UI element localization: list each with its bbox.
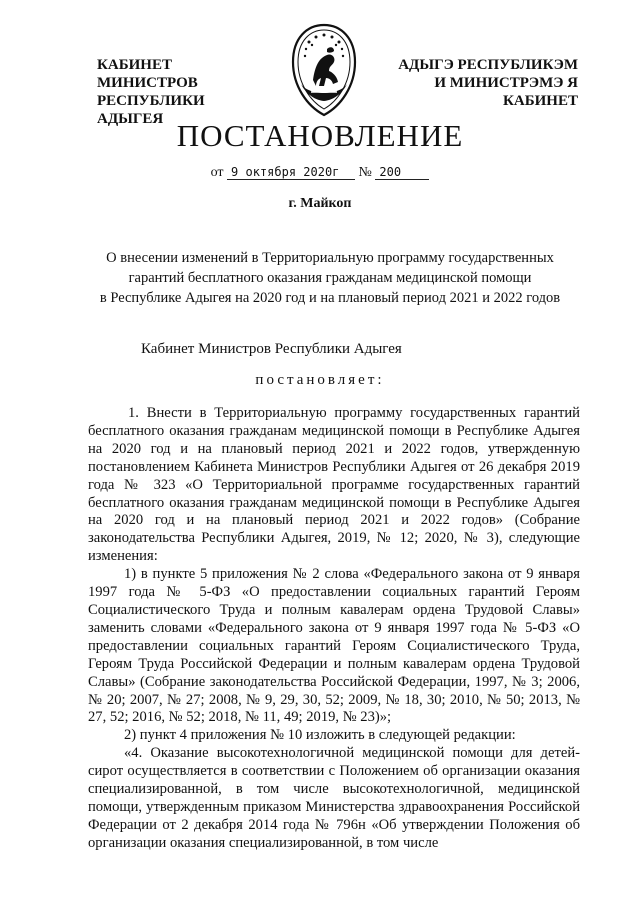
issuer-name-adyghe bbox=[368, 56, 578, 110]
subject-line-3: в Республике Адыгея на 2020 год и на плановый период 2021 и 2022 годов bbox=[99, 290, 561, 306]
subject-line-1: О внесении изменений в Территориальную программу государственных bbox=[106, 250, 554, 266]
preamble: Кабинет Министров Республики Адыгея bbox=[141, 341, 402, 357]
document-subject bbox=[60, 248, 600, 308]
paragraph-subitem-1: 1) в пункте 5 приложения № 2 слова «Федерального закона от 9 января 1997 года № 5-ФЗ «О предоставлении социальных гарантий Героям Социалистического Труда и полным кавалерам ордена Трудовой Славы» заменить словами «Федерального закона от 9 января 1997 года № 5-ФЗ «О предоставлении социальных гарантий Героям Социалистического Труда, Героям Труда Российской Федерации и полным кавалерам ордена Трудовой Славы» (Собрание законодательства Российской Федерации, 1997, № 3; 2006, № 20; 2007, № 27; 2008, № 9, 29, 30, 52; 2009, № 18, 30; 2010, № 50; 2013, № 27, 52; 2016, № 52; 2018, № 11, 49; 2019, № 23)»; bbox=[88, 566, 580, 726]
date-prefix: от bbox=[210, 165, 224, 180]
resolves-word: постановляет: bbox=[255, 372, 385, 388]
issuer-line-1: КАБИНЕТ МИНИСТРОВ bbox=[97, 57, 198, 91]
paragraph-quoted-item-4: «4. Оказание высокотехнологичной медицинской помощи для детей-сирот осуществляется в соответствии с Положением об организации оказания специализированной, в том числе высокотехнологичной, медицинской помощи, утвержденным приказом Министерства здравоохранения Российской Федерации от 2 декабря 2014 года № 796н «Об утверждении Положения об организации оказания специализированной, в том числе bbox=[88, 745, 580, 851]
subject-line-2: гарантий бесплатного оказания гражданам медицинской помощи bbox=[128, 270, 532, 286]
date-number-line bbox=[0, 165, 640, 181]
issuer-line-2: РЕСПУБЛИКИ АДЫГЕЯ bbox=[97, 93, 205, 127]
paragraph-subitem-2: 2) пункт 4 приложения № 10 изложить в следующей редакции: bbox=[124, 727, 516, 744]
document-title: ПОСТАНОВЛЕНИЕ bbox=[176, 118, 464, 153]
city-name: г. Майкоп bbox=[288, 196, 352, 211]
number-label: № bbox=[358, 165, 372, 180]
document-number: 200 bbox=[375, 165, 429, 180]
paragraph-item-1: 1. Внести в Территориальную программу государственных гарантий бесплатного оказания гражданам медицинской помощи в Республике Адыгея на 2020 год и на плановый период 2021 и 2022 годов, утвержденную постановлением Кабинета Министров Республики Адыгея от 26 декабря 2019 года № 323 «О Территориальной программе государственных гарантий бесплатного оказания гражданам медицинской помощи в Республике Адыгея на 2020 год и на плановый период 2021 и 2022 годов» (Собрание законодательства Республики Адыгея, 2019, № 12; 2020, № 3), следующие изменения: bbox=[88, 405, 580, 565]
coat-of-arms-emblem bbox=[289, 22, 359, 118]
document-date: 9 октября 2020г bbox=[227, 165, 355, 180]
issuer-line-adyghe-1: АДЫГЭ РЕСПУБЛИКЭМ bbox=[398, 57, 578, 73]
issuer-line-adyghe-2: И МИНИСТРЭМЭ Я КАБИНЕТ bbox=[434, 75, 578, 109]
document-body bbox=[88, 405, 580, 853]
